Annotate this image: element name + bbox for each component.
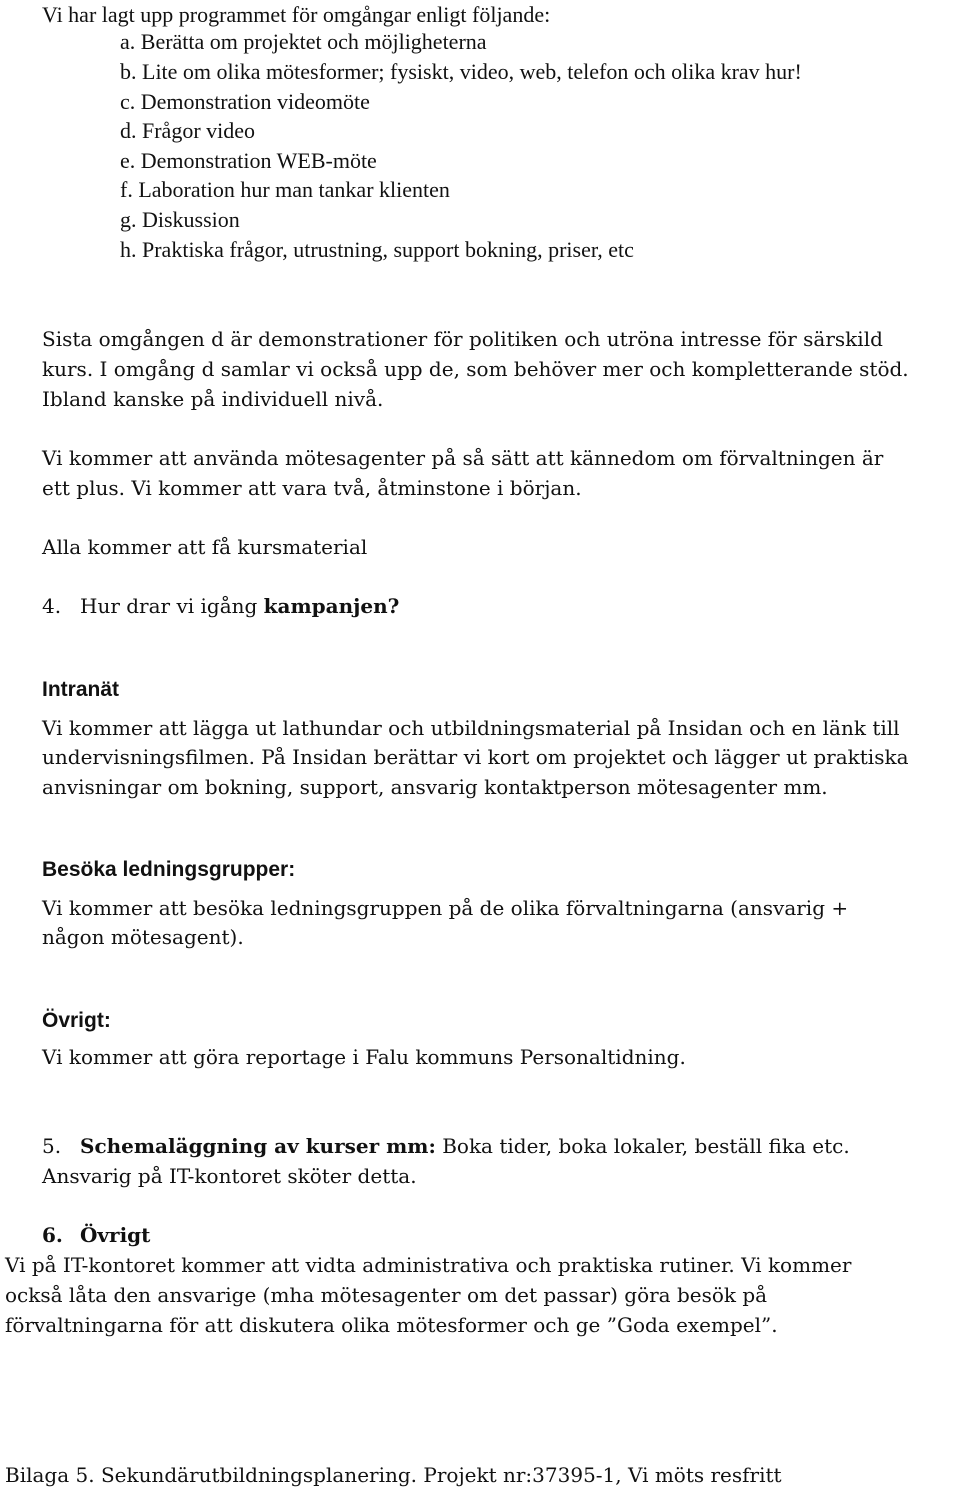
list-marker: b. [120,59,137,84]
list-item-text: Diskussion [142,207,240,232]
list-item [120,116,255,146]
list-marker: h. [120,237,137,262]
section-5-heading [42,1131,850,1161]
section-text: Hur drar vi igång [80,594,264,618]
list-item-text: Berätta om projektet och möjligheterna [140,29,487,54]
page-footer: Bilaga 5. Sekundärutbildningsplanering. Projekt nr:37395-1, Vi möts resfritt [5,1463,782,1487]
paragraph-line: någon mötesagent). [42,925,244,949]
section-bold-text: Schemaläggning av kurser mm: [80,1134,436,1158]
section-6-heading [42,1220,150,1250]
list-item [120,57,802,87]
list-item [120,205,240,235]
section-title: Övrigt [80,1223,151,1247]
list-item [120,87,370,117]
list-item-text: Praktiska frågor, utrustning, support bokning, priser, etc [142,237,634,262]
paragraph-line: Vi kommer att använda mötesagenter på så sätt att kännedom om förvaltningen är [42,446,884,470]
list-marker: d. [120,118,137,143]
paragraph-line: anvisningar om bokning, support, ansvarig kontaktperson mötesagenter mm. [42,775,828,799]
besoka-heading: Besöka ledningsgrupper: [42,858,296,881]
section-number: 5. [42,1134,62,1158]
paragraph-line: Alla kommer att få kursmaterial [42,535,368,559]
section-number: 4. [42,594,62,618]
intranat-heading: Intranät [42,678,120,701]
paragraph-line: Vi kommer att lägga ut lathundar och utbildningsmaterial på Insidan och en länk till [42,716,900,740]
section-bold-text: kampanjen? [263,594,400,618]
list-item [120,175,450,205]
section-text: Boka tider, boka lokaler, beställ fika etc. [435,1134,850,1158]
list-item [120,27,487,57]
list-marker: g. [120,207,137,232]
paragraph-line: ett plus. Vi kommer att vara två, åtminstone i början. [42,476,582,500]
paragraph-line: undervisningsfilmen. På Insidan berättar vi kort om projektet och lägger ut praktiska [42,745,909,769]
list-item-text: Lite om olika mötesformer; fysiskt, video, web, telefon och olika krav hur! [142,59,802,84]
paragraph-line: kurs. I omgång d samlar vi också upp de, som behöver mer och kompletterande stöd. [42,357,909,381]
paragraph-line: Sista omgången d är demonstrationer för politiken och utröna intresse för särskild [42,327,883,351]
paragraph-line: förvaltningarna för att diskutera olika mötesformer och ge ”Goda exempel”. [5,1313,778,1337]
ovrigt-subheading: Övrigt: [42,1009,111,1032]
paragraph-line: Ibland kanske på individuell nivå. [42,387,384,411]
list-item [120,235,634,265]
list-item-text: Demonstration videomöte [140,89,370,114]
list-item-text: Frågor video [142,118,256,143]
paragraph-line: Vi på IT-kontoret kommer att vidta administrativa och praktiska rutiner. Vi kommer [5,1253,852,1277]
list-marker: c. [120,89,136,114]
list-marker: e. [120,148,136,173]
list-marker: f. [120,177,133,202]
list-item-text: Demonstration WEB-möte [140,148,377,173]
paragraph-line: också låta den ansvarige (mha mötesagenter om det passar) göra besök på [5,1283,768,1307]
intro-text: Vi har lagt upp programmet för omgångar enligt följande: [42,2,551,27]
list-item [120,146,377,176]
paragraph-line: Ansvarig på IT-kontoret sköter detta. [42,1164,417,1188]
list-item-text: Laboration hur man tankar klienten [138,177,450,202]
paragraph-line: Vi kommer att göra reportage i Falu kommuns Personaltidning. [42,1045,686,1069]
list-marker: a. [120,29,136,54]
section-4-heading [42,591,399,621]
paragraph-line: Vi kommer att besöka ledningsgruppen på de olika förvaltningarna (ansvarig + [42,896,849,920]
section-number: 6. [42,1223,63,1247]
